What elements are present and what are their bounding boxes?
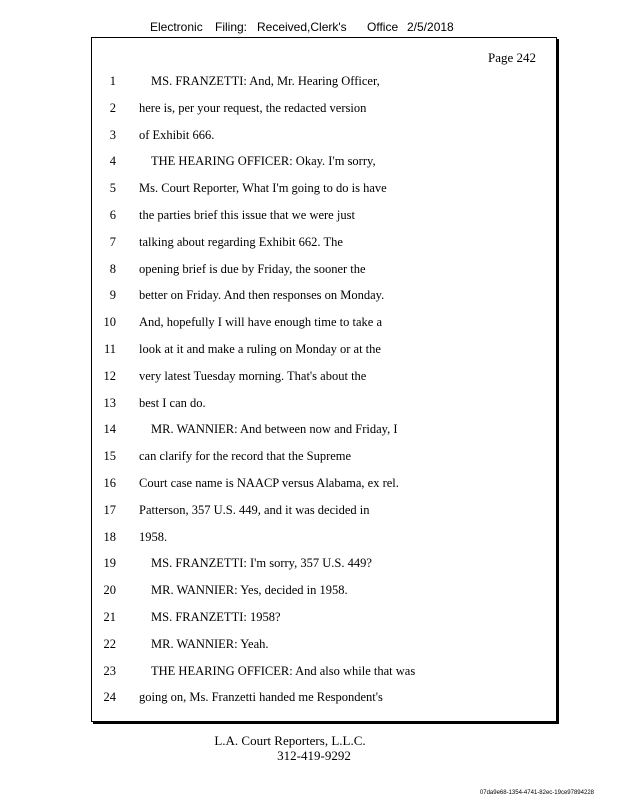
transcript-page bbox=[91, 37, 557, 722]
footer-company: L.A. Court Reporters, L.L.C. bbox=[214, 733, 366, 748]
line-text: 1958. bbox=[139, 529, 168, 544]
line-number: 24 bbox=[103, 690, 116, 705]
footer-phone: 312-419-9292 bbox=[277, 748, 351, 763]
line-text: opening brief is due by Friday, the sooner the bbox=[139, 261, 366, 276]
line-text: Ms. Court Reporter, What I'm going to do is have bbox=[139, 181, 387, 196]
line-text: here is, per your request, the redacted version bbox=[139, 100, 367, 115]
line-number: 23 bbox=[103, 663, 116, 678]
line-text: talking about regarding Exhibit 662. The bbox=[139, 234, 343, 249]
line-text: the parties brief this issue that we were just bbox=[139, 207, 355, 222]
line-number: 13 bbox=[103, 395, 116, 410]
line-number: 21 bbox=[103, 609, 116, 624]
transcript-line bbox=[92, 289, 556, 316]
line-number: 11 bbox=[103, 341, 116, 356]
transcript-line bbox=[92, 129, 556, 156]
transcript-line bbox=[92, 397, 556, 424]
transcript-line bbox=[92, 665, 556, 692]
line-number: 9 bbox=[109, 288, 116, 303]
transcript-line bbox=[92, 370, 556, 397]
page-number: Page 242 bbox=[487, 50, 536, 65]
line-number: 10 bbox=[103, 315, 116, 330]
transcript-lines bbox=[92, 75, 556, 718]
line-text: MS. FRANZETTI: And, Mr. Hearing Officer, bbox=[151, 74, 380, 88]
transcript-line bbox=[92, 531, 556, 558]
transcript-line bbox=[92, 75, 556, 102]
transcript-line bbox=[92, 691, 556, 718]
line-text: Court case name is NAACP versus Alabama, ex rel. bbox=[139, 475, 399, 490]
transcript-line bbox=[92, 236, 556, 263]
filing-header-word: Filing: bbox=[215, 20, 248, 34]
transcript-line bbox=[92, 155, 556, 182]
line-number: 12 bbox=[103, 368, 116, 383]
transcript-line bbox=[92, 316, 556, 343]
line-text: And, hopefully I will have enough time to take a bbox=[139, 315, 382, 330]
line-text: best I can do. bbox=[139, 395, 206, 410]
line-text: MR. WANNIER: And between now and Friday, I bbox=[151, 422, 398, 437]
filing-date: 2/5/2018 bbox=[407, 20, 454, 34]
transcript-line bbox=[92, 504, 556, 531]
line-text: MR. WANNIER: Yeah. bbox=[151, 636, 269, 651]
document-id: 07da9e68-1354-4741-82ec-19ce97894228 bbox=[479, 790, 594, 796]
line-number: 2 bbox=[109, 100, 116, 115]
transcript-line bbox=[92, 611, 556, 638]
transcript-line bbox=[92, 102, 556, 129]
line-text: better on Friday. And then responses on Monday. bbox=[139, 288, 385, 303]
line-text: of Exhibit 666. bbox=[139, 127, 215, 142]
transcript-line bbox=[92, 182, 556, 209]
line-number: 6 bbox=[109, 207, 116, 222]
line-text: THE HEARING OFFICER: Okay. I'm sorry, bbox=[151, 154, 376, 169]
line-text: can clarify for the record that the Supreme bbox=[139, 449, 352, 464]
line-text: Patterson, 357 U.S. 449, and it was decided in bbox=[139, 502, 370, 517]
line-text: going on, Ms. Franzetti handed me Respondent's bbox=[139, 690, 383, 705]
line-number: 7 bbox=[109, 234, 116, 249]
transcript-line bbox=[92, 638, 556, 665]
line-number: 18 bbox=[103, 529, 116, 544]
filing-header bbox=[0, 20, 618, 36]
transcript-line bbox=[92, 343, 556, 370]
line-text: very latest Tuesday morning. That's about the bbox=[139, 368, 367, 383]
line-number: 16 bbox=[103, 475, 116, 490]
line-number: 20 bbox=[103, 583, 116, 598]
line-number: 22 bbox=[103, 636, 116, 651]
transcript-line bbox=[92, 209, 556, 236]
line-text: MS. FRANZETTI: 1958? bbox=[151, 609, 281, 624]
line-number: 15 bbox=[103, 449, 116, 464]
line-number: 4 bbox=[109, 154, 116, 169]
transcript-line bbox=[92, 263, 556, 290]
line-number: 8 bbox=[109, 261, 116, 276]
transcript-line bbox=[92, 584, 556, 611]
line-text: MS. FRANZETTI: I'm sorry, 357 U.S. 449? bbox=[151, 556, 372, 571]
line-text: THE HEARING OFFICER: And also while that was bbox=[151, 663, 416, 678]
transcript-line bbox=[92, 557, 556, 584]
filing-header-word: Received,Clerk's bbox=[257, 20, 347, 34]
transcript-line bbox=[92, 450, 556, 477]
filing-header-word: Office bbox=[367, 20, 399, 34]
line-number: 14 bbox=[103, 422, 116, 437]
line-number: 1 bbox=[109, 74, 116, 88]
line-text: look at it and make a ruling on Monday or at the bbox=[139, 341, 381, 356]
line-number: 17 bbox=[103, 502, 116, 517]
line-number: 19 bbox=[103, 556, 116, 571]
line-text: MR. WANNIER: Yes, decided in 1958. bbox=[151, 583, 348, 598]
transcript-line bbox=[92, 423, 556, 450]
line-number: 3 bbox=[109, 127, 116, 142]
transcript-line bbox=[92, 477, 556, 504]
filing-header-word: Electronic bbox=[150, 20, 203, 34]
line-number: 5 bbox=[109, 181, 116, 196]
